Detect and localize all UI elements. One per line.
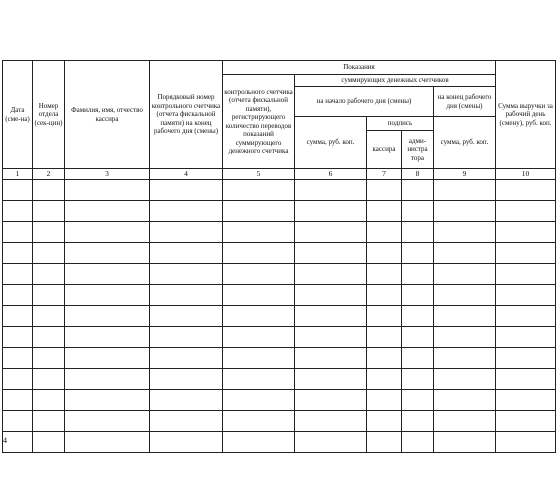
entry-cell bbox=[496, 306, 556, 327]
entry-cell bbox=[367, 390, 402, 411]
header-control-counter-number: Порядковый номер контрольного счетчика (отчета фискальной памяти) на конец рабочего дня (смены) bbox=[150, 61, 223, 169]
entry-cell bbox=[150, 306, 223, 327]
table-row bbox=[3, 411, 556, 432]
page-number: 4 bbox=[3, 436, 7, 445]
column-number-row bbox=[3, 169, 556, 180]
column-number: 3 bbox=[65, 169, 150, 180]
entry-cell bbox=[434, 306, 496, 327]
header-admin-signature: адми-нистра тора bbox=[402, 131, 434, 169]
entry-cell bbox=[434, 243, 496, 264]
entry-cell bbox=[3, 285, 33, 306]
header-signature: подпись bbox=[367, 117, 434, 131]
entry-cell bbox=[65, 306, 150, 327]
entry-cell bbox=[150, 432, 223, 453]
entry-cell bbox=[3, 201, 33, 222]
table-row bbox=[3, 432, 556, 453]
entry-cell bbox=[295, 306, 367, 327]
entry-cell bbox=[402, 327, 434, 348]
entry-cell bbox=[434, 327, 496, 348]
entry-cell bbox=[3, 432, 33, 453]
entry-cell bbox=[434, 390, 496, 411]
entry-cell bbox=[367, 180, 402, 201]
entry-cell bbox=[223, 201, 295, 222]
entry-cell bbox=[402, 243, 434, 264]
entry-cell bbox=[223, 306, 295, 327]
entry-cell bbox=[65, 222, 150, 243]
entry-cell bbox=[367, 411, 402, 432]
entry-cell bbox=[65, 285, 150, 306]
entry-cell bbox=[434, 348, 496, 369]
entry-cell bbox=[367, 348, 402, 369]
entry-cell bbox=[496, 285, 556, 306]
column-number: 4 bbox=[150, 169, 223, 180]
entry-cell bbox=[496, 369, 556, 390]
entry-cell bbox=[496, 432, 556, 453]
entry-cell bbox=[402, 411, 434, 432]
entry-cell bbox=[402, 348, 434, 369]
entry-cell bbox=[33, 285, 65, 306]
entry-cell bbox=[150, 390, 223, 411]
entry-cell bbox=[295, 327, 367, 348]
entry-cell bbox=[3, 348, 33, 369]
table-row bbox=[3, 180, 556, 201]
entry-cell bbox=[33, 348, 65, 369]
entry-cell bbox=[3, 222, 33, 243]
entry-cell bbox=[295, 201, 367, 222]
column-number: 6 bbox=[295, 169, 367, 180]
entry-cell bbox=[150, 369, 223, 390]
column-number: 8 bbox=[402, 169, 434, 180]
blank-rows bbox=[3, 180, 556, 453]
column-number: 7 bbox=[367, 169, 402, 180]
entry-cell bbox=[3, 264, 33, 285]
entry-cell bbox=[434, 264, 496, 285]
header-cashier-name: Фамилия, имя, отчество кассира bbox=[65, 61, 150, 169]
header-readings: Показания bbox=[223, 61, 496, 75]
entry-cell bbox=[223, 432, 295, 453]
entry-cell bbox=[295, 369, 367, 390]
entry-cell bbox=[65, 411, 150, 432]
entry-cell bbox=[367, 243, 402, 264]
entry-cell bbox=[223, 285, 295, 306]
entry-cell bbox=[295, 390, 367, 411]
entry-cell bbox=[3, 243, 33, 264]
entry-cell bbox=[33, 201, 65, 222]
entry-cell bbox=[295, 411, 367, 432]
entry-cell bbox=[65, 327, 150, 348]
entry-cell bbox=[496, 264, 556, 285]
entry-cell bbox=[33, 243, 65, 264]
entry-cell bbox=[33, 327, 65, 348]
header-sum-end: сумма, руб. коп. bbox=[434, 117, 496, 169]
entry-cell bbox=[3, 411, 33, 432]
entry-cell bbox=[496, 411, 556, 432]
entry-cell bbox=[3, 369, 33, 390]
entry-cell bbox=[295, 264, 367, 285]
entry-cell bbox=[33, 432, 65, 453]
entry-cell bbox=[3, 306, 33, 327]
table-row bbox=[3, 348, 556, 369]
entry-cell bbox=[223, 369, 295, 390]
entry-cell bbox=[223, 264, 295, 285]
cash-register-journal-table bbox=[2, 60, 556, 453]
entry-cell bbox=[434, 180, 496, 201]
header-revenue: Сумма выручки за рабочий день (смену), руб. коп. bbox=[496, 61, 556, 169]
entry-cell bbox=[65, 180, 150, 201]
entry-cell bbox=[496, 180, 556, 201]
entry-cell bbox=[33, 390, 65, 411]
table-row bbox=[3, 327, 556, 348]
entry-cell bbox=[150, 243, 223, 264]
entry-cell bbox=[434, 432, 496, 453]
entry-cell bbox=[223, 390, 295, 411]
entry-cell bbox=[295, 180, 367, 201]
entry-cell bbox=[496, 243, 556, 264]
entry-cell bbox=[496, 222, 556, 243]
entry-cell bbox=[496, 327, 556, 348]
entry-cell bbox=[295, 285, 367, 306]
entry-cell bbox=[402, 390, 434, 411]
header-start-of-day: на начало рабочего дня (смены) bbox=[295, 87, 434, 117]
entry-cell bbox=[150, 327, 223, 348]
journal-sheet bbox=[2, 60, 555, 453]
entry-cell bbox=[295, 432, 367, 453]
entry-cell bbox=[33, 411, 65, 432]
entry-cell bbox=[65, 348, 150, 369]
table-row bbox=[3, 285, 556, 306]
entry-cell bbox=[150, 222, 223, 243]
header-control-counter: контрольного счетчика (отчета фискальной памяти), регистрирующего количество переводов показаний суммирующего денежного счетчика bbox=[223, 75, 295, 169]
entry-cell bbox=[367, 285, 402, 306]
entry-cell bbox=[496, 390, 556, 411]
header-end-of-day: на конец рабочего дня (смены) bbox=[434, 87, 496, 117]
entry-cell bbox=[150, 264, 223, 285]
entry-cell bbox=[367, 201, 402, 222]
entry-cell bbox=[434, 222, 496, 243]
entry-cell bbox=[33, 306, 65, 327]
header-cashier-signature: кассира bbox=[367, 131, 402, 169]
entry-cell bbox=[65, 390, 150, 411]
entry-cell bbox=[65, 432, 150, 453]
table-row bbox=[3, 369, 556, 390]
entry-cell bbox=[367, 222, 402, 243]
entry-cell bbox=[33, 264, 65, 285]
entry-cell bbox=[150, 411, 223, 432]
table-row bbox=[3, 201, 556, 222]
table-row bbox=[3, 306, 556, 327]
entry-cell bbox=[496, 201, 556, 222]
entry-cell bbox=[295, 243, 367, 264]
entry-cell bbox=[223, 180, 295, 201]
entry-cell bbox=[150, 201, 223, 222]
header-department: Номер отдела (сек-ции) bbox=[33, 61, 65, 169]
entry-cell bbox=[295, 222, 367, 243]
entry-cell bbox=[367, 369, 402, 390]
column-number: 2 bbox=[33, 169, 65, 180]
entry-cell bbox=[402, 264, 434, 285]
entry-cell bbox=[402, 222, 434, 243]
entry-cell bbox=[434, 369, 496, 390]
column-number: 9 bbox=[434, 169, 496, 180]
column-number: 1 bbox=[3, 169, 33, 180]
column-number: 10 bbox=[496, 169, 556, 180]
entry-cell bbox=[223, 348, 295, 369]
entry-cell bbox=[3, 390, 33, 411]
entry-cell bbox=[65, 369, 150, 390]
entry-cell bbox=[223, 411, 295, 432]
entry-cell bbox=[367, 306, 402, 327]
entry-cell bbox=[33, 369, 65, 390]
entry-cell bbox=[223, 327, 295, 348]
header-date: Дата (сме-на) bbox=[3, 61, 33, 169]
entry-cell bbox=[150, 348, 223, 369]
entry-cell bbox=[33, 222, 65, 243]
entry-cell bbox=[402, 201, 434, 222]
entry-cell bbox=[3, 180, 33, 201]
entry-cell bbox=[367, 327, 402, 348]
entry-cell bbox=[402, 306, 434, 327]
entry-cell bbox=[402, 369, 434, 390]
entry-cell bbox=[402, 432, 434, 453]
entry-cell bbox=[295, 348, 367, 369]
entry-cell bbox=[223, 222, 295, 243]
header-summing-counters: суммирующих денежных счетчиков bbox=[295, 75, 496, 87]
entry-cell bbox=[367, 264, 402, 285]
table-row bbox=[3, 264, 556, 285]
table-row bbox=[3, 390, 556, 411]
entry-cell bbox=[3, 327, 33, 348]
entry-cell bbox=[150, 180, 223, 201]
entry-cell bbox=[434, 411, 496, 432]
entry-cell bbox=[65, 201, 150, 222]
entry-cell bbox=[367, 432, 402, 453]
table-row bbox=[3, 222, 556, 243]
entry-cell bbox=[33, 180, 65, 201]
entry-cell bbox=[434, 201, 496, 222]
entry-cell bbox=[496, 348, 556, 369]
table-row bbox=[3, 243, 556, 264]
entry-cell bbox=[65, 264, 150, 285]
entry-cell bbox=[402, 180, 434, 201]
entry-cell bbox=[434, 285, 496, 306]
entry-cell bbox=[150, 285, 223, 306]
entry-cell bbox=[223, 243, 295, 264]
column-number: 5 bbox=[223, 169, 295, 180]
entry-cell bbox=[65, 243, 150, 264]
entry-cell bbox=[402, 285, 434, 306]
header-sum-start: сумма, руб. коп. bbox=[295, 117, 367, 169]
